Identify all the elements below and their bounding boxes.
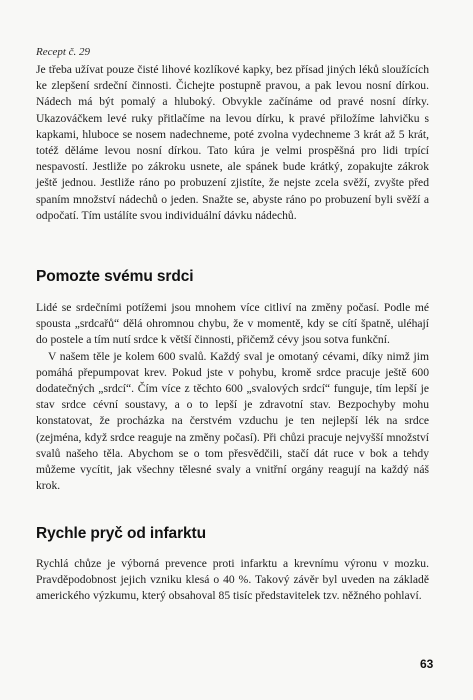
recipe-label: Recept č. 29 <box>36 46 91 58</box>
page-number: 63 <box>420 657 434 671</box>
paragraph: Lidé se srdečními potížemi jsou mnohem více citliví na změny počasí. Podle mé spousta „srdcařů“ dělá ohromnou chybu, že v momentě, kdy se cítí špatně, uléhají do postele a tím nutí srdce k větší činnosti, přičemž cévy jsou sotva funkční. <box>36 301 429 347</box>
section-heading-heart: Pomozte svému srdci <box>36 268 194 285</box>
paragraph: V našem těle je kolem 600 svalů. Každý sval je omotaný cévami, díky nimž jim pomáhá přepumpovat krev. Pokud jste v pohybu, kromě srdce pracuje ještě 600 dodatečných „srdcí“. Čím více z těchto 600 „svalových srdcí“ funguje, tím lepší je stav srdce cévní soustavy, a o to lepší je zdravotní stav. Bezpochyby mohu konstatovat, že procházka na čerstvém vzduchu je ten nejlepší lék na srdce (zejména, když srdce reaguje na změny počasí). Při chůzi pracuje nejvyšší množství svalů našeho těla. Abychom se o tom přesvědčili, stačí dát ruce v bok a tehdy můžeme vycítit, jak všechny tělesné svaly a vnitřní orgány reagují na každý náš krok. <box>36 349 429 493</box>
paragraph: Rychlá chůze je výborná prevence proti infarktu a krevnímu výronu v mozku. Pravděpodobnost jejich vzniku klesá o 40 %. Takový závěr byl uveden na základě amerického výzkumu, který obsahoval 85 tisíc představitelek tzv. něžného pohlaví. <box>36 557 429 603</box>
section-body-heart <box>36 300 429 494</box>
recipe-text: Je třeba užívat pouze čisté lihové kozlíkové kapky, bez přísad jiných léků sloužících ke zlepšení srdeční činnosti. Čichejte postupně pravou, a pak levou nosní dírkou. Nádech má být pomalý a hluboký. Obvykle začínáme od pravé nosní dírky. Ukazováčkem levé ruky přitlačíme na levou dírku, k pravé přiložíme lahvičku s kapkami, hluboce se nosem nadechneme, poté zvolna vydechneme 3 krát až 5 krát, totéž děláme levou nosní dírkou. Tato kúra je velmi prospěšná pro lidi trpící nespavostí. Jestliže po zákroku usnete, ale spánek bude krátký, zopakujte zákrok ještě jednou. Jestliže ráno po probuzení zjistíte, že nejste zcela svěží, zvyšte před spaním množství nádechů o jeden. Snažte se, abyste ráno po probuzení byli svěží a odpočatí. Tím ustálíte svou individuální dávku nádechů. <box>36 63 429 222</box>
section-body-infarct <box>36 556 429 605</box>
section-heading-infarct: Rychle pryč od infarktu <box>36 525 206 542</box>
